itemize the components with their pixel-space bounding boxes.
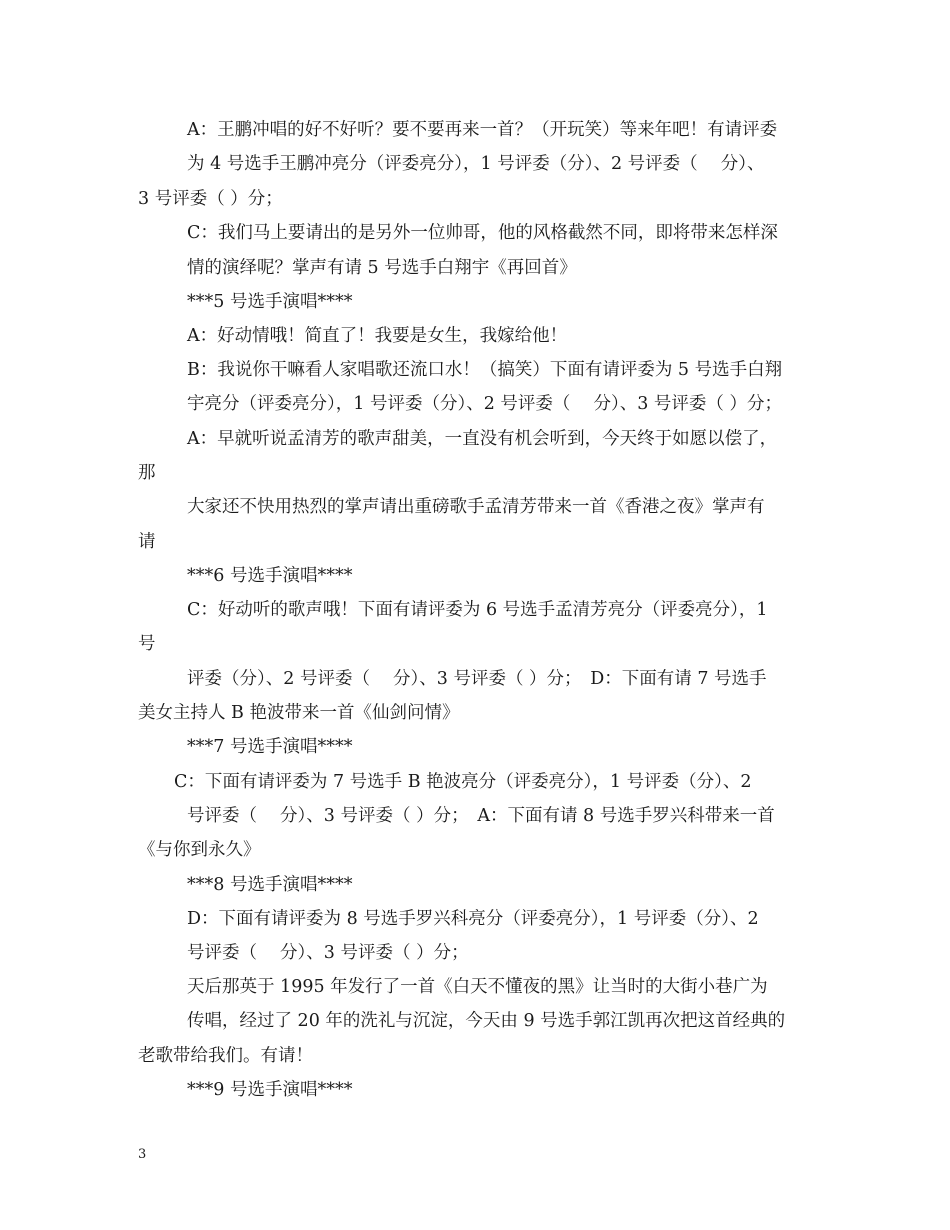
text-line: 号	[138, 634, 156, 654]
page-number: 3	[138, 1147, 147, 1162]
text-line: 美女主持人 B 艳波带来一首《仙剑问情》	[138, 703, 460, 723]
text-line: 为 4 号选手王鹏冲亮分（评委亮分），1 号评委（分）、2 号评委（ 分）、	[187, 154, 765, 174]
text-line: 大家还不快用热烈的掌声请出重磅歌手孟清芳带来一首《香港之夜》掌声有	[187, 497, 765, 517]
text-line: B：我说你干嘛看人家唱歌还流口水！（搞笑）下面有请评委为 5 号选手白翔	[187, 360, 783, 380]
section-marker: ***7 号选手演唱****	[187, 737, 353, 757]
text-line: C：我们马上要请出的是另外一位帅哥，他的风格截然不同，即将带来怎样深	[187, 223, 778, 243]
section-marker: ***8 号选手演唱****	[187, 875, 353, 895]
text-line: C：下面有请评委为 7 号选手 B 艳波亮分（评委亮分），1 号评委（分）、2	[174, 772, 752, 792]
text-line: 号评委（ 分）、3 号评委（ ）分； A：下面有请 8 号选手罗兴科带来一首	[187, 806, 775, 826]
text-line: 天后那英于 1995 年发行了一首《白天不懂夜的黑》让当时的大街小巷广为	[187, 977, 768, 997]
text-line: 传唱，经过了 20 年的洗礼与沉淀，今天由 9 号选手郭江凯再次把这首经典的	[187, 1011, 786, 1031]
text-line: 《与你到永久》	[138, 840, 261, 860]
section-marker: ***6 号选手演唱****	[187, 566, 353, 586]
text-line: 宇亮分（评委亮分），1 号评委（分）、2 号评委（ 分）、3 号评委（ ）分；	[187, 394, 782, 414]
text-line: A：好动情哦！简直了！我要是女生，我嫁给他！	[187, 326, 568, 346]
text-line: A：王鹏冲唱的好不好听？要不要再来一首？（开玩笑）等来年吧！有请评委	[187, 120, 778, 140]
text-line: 评委（分）、2 号评委（ 分）、3 号评委（ ）分； D：下面有请 7 号选手	[187, 669, 767, 689]
text-line: 请	[138, 532, 156, 552]
text-line: 那	[138, 463, 156, 483]
section-marker: ***5 号选手演唱****	[187, 292, 353, 312]
text-line: D：下面有请评委为 8 号选手罗兴科亮分（评委亮分），1 号评委（分）、2	[187, 909, 759, 929]
text-line: 情的演绎呢？掌声有请 5 号选手白翔宇《再回首》	[187, 258, 577, 278]
text-line: A：早就听说孟清芳的歌声甜美，一直没有机会听到，今天终于如愿以偿了，	[187, 429, 778, 449]
text-line: 老歌带给我们。有请！	[138, 1046, 313, 1066]
text-line: C：好动听的歌声哦！下面有请评委为 6 号选手孟清芳亮分（评委亮分），1	[187, 600, 768, 620]
section-marker: ***9 号选手演唱****	[187, 1080, 353, 1100]
text-line: 3 号评委（ ）分；	[138, 189, 283, 209]
text-line: 号评委（ 分）、3 号评委（ ）分；	[187, 943, 469, 963]
